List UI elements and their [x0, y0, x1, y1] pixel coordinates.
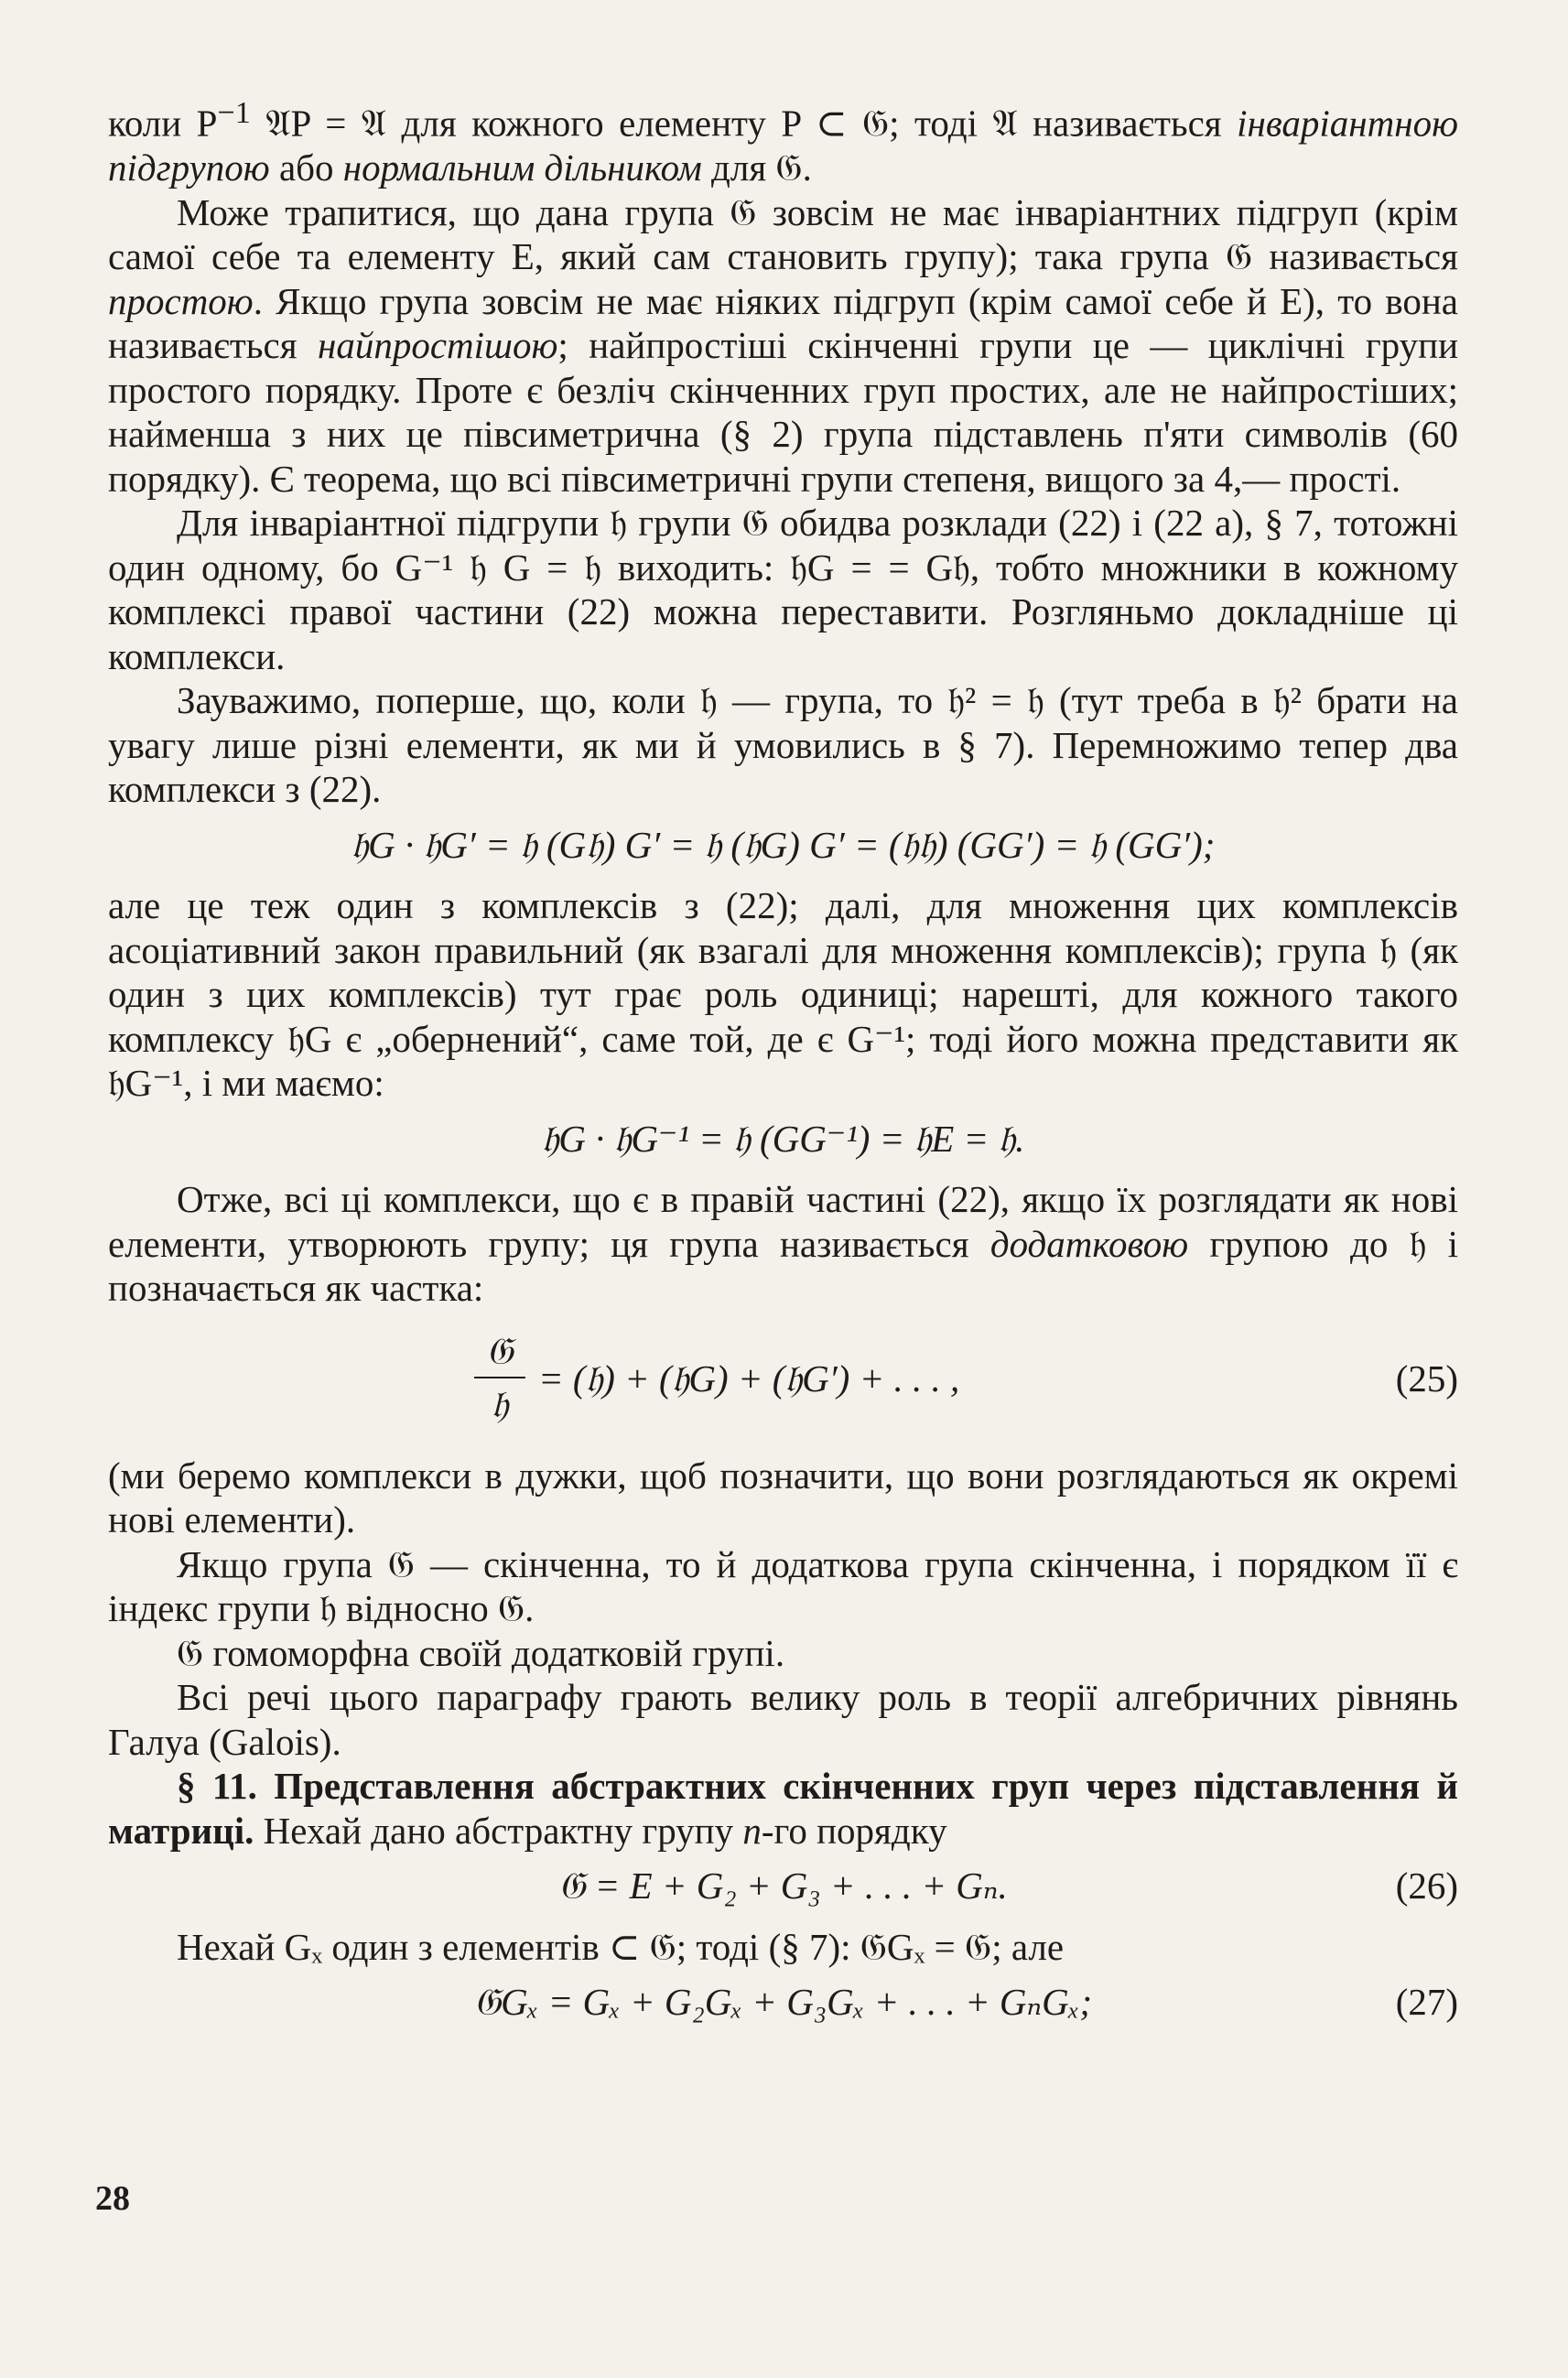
equation-25 — [108, 1320, 1458, 1448]
equation-25-label: (25) — [1395, 1357, 1458, 1400]
paragraph-galois: Всі речі цього параграфу грають велику роль в теорії алгебричних рівнянь Галуа (Galois). — [108, 1676, 1458, 1763]
fraction-numerator: 𝔊 — [486, 1329, 514, 1372]
equation-26-label: (26) — [1395, 1865, 1458, 1908]
equation-inverse: 𝔥G · 𝔥G⁻¹ = 𝔥 (GG⁻¹) = 𝔥E = 𝔥. — [541, 1117, 1025, 1160]
fraction — [474, 1329, 525, 1427]
fraction-bar — [474, 1377, 525, 1378]
paragraph-decompositions: Для інваріантної підгрупи 𝔥 групи 𝔊 обидва розклади (22) і (22 а), § 7, тотожні один одному, бо G⁻¹ 𝔥 G = 𝔥 виходить: 𝔥G = = G𝔥, тобто множники в кожному комплексі правої частини (22) можна переставити. Розгляньмо докладніше ці комплекси. — [108, 502, 1458, 677]
equation-27: 𝔊Gₓ = Gₓ + G₂Gₓ + G₃Gₓ + . . . + GₙGₓ; (27) — [473, 1981, 1458, 2024]
section-11-heading: § 11. Представлення абстрактних скінченних груп через підставлення й матриці. Нехай дано абстрактну групу n-го порядку — [108, 1765, 1458, 1852]
term-invariant-subgroup: інваріантною підгрупою — [108, 102, 1458, 189]
paragraph-finite: Якщо група 𝔊 — скінченна, то й додаткова група скінченна, і порядком її є індекс групи 𝔥 відносно 𝔊. — [108, 1542, 1458, 1630]
paragraph-homomorphic: 𝔊 гомоморфна своїй додатковій групі. — [177, 1631, 785, 1674]
section-title: § 11. Представлення абстрактних скінченних груп через підставлення й матриці. — [108, 1765, 1458, 1852]
equation-27-label: (27) — [1395, 1981, 1458, 2024]
term-simplest: найпростішою — [318, 324, 558, 367]
paragraph-associative: але це теж один з комплексів з (22); далі, для множення цих комплексів асоціативний закон правильний (як взагалі для множення комплексів); група 𝔥 (як один з цих комплексів) тут грає роль одиниці; нарешті, для кожного такого комплексу 𝔥G є „обернений“, саме той, де є G⁻¹; тоді його можна представити як 𝔥G⁻¹, і ми маємо: — [108, 884, 1458, 1105]
paragraph-brackets: (ми беремо комплекси в дужки, щоб позначити, що вони розглядаються як окремі нові елементи). — [108, 1454, 1458, 1541]
paragraph-simple-groups: Може трапитися, що дана група 𝔊 зовсім не має інваріантних підгруп (крім самої себе та елементу E, який сам становить групу); така група 𝔊 називається простою. Якщо група зовсім не має ніяких підгруп (крім самої себе й E), то вона називається найпростішою; найпростіші скінченні групи це — циклічні групи простого порядку. Проте є безліч скінченних груп простих, але не найпростіших; найменша з них це півсиметрична (§ 2) група підставлень п'яти символів (60 порядку). Є теорема, що всі півсиметричні групи степеня, вищого за 4,— прості. — [108, 190, 1459, 500]
equation-26: 𝔊 = E + G₂ + G₃ + . . . + Gₙ. (26) — [558, 1865, 1458, 1908]
paragraph-note: Зауважимо, поперше, що, коли 𝔥 — група, то 𝔥² = 𝔥 (тут треба в 𝔥² брати на увагу лише різні елементи, як ми й умовились в § 7). Перемножимо тепер два комплекси з (22). — [108, 679, 1458, 811]
term-normal-divisor: нормальним дільником — [342, 146, 702, 189]
fraction-denominator: 𝔥 — [491, 1383, 509, 1426]
paragraph-element: Нехай Gₓ один з елементів ⊂ 𝔊; тоді (§ 7): 𝔊Gₓ = 𝔊; але — [177, 1925, 1065, 1968]
term-quotient: додатковою — [989, 1222, 1189, 1265]
paragraph-definition: коли $P^{-1}$ 𝔄P = 𝔄 для кожного елементу P ⊂ 𝔊; тоді 𝔄 називається інваріантною підгрупою або нормальним дільником для 𝔊. — [108, 96, 1458, 189]
page-number: 28 — [95, 2179, 130, 2218]
equation-product: 𝔥G · 𝔥G′ = 𝔥 (G𝔥) G′ = 𝔥 (𝔥G) G′ = (𝔥𝔥) (GG′) = 𝔥 (GG′); — [351, 823, 1216, 866]
equation-25-rhs: = (𝔥) + (𝔥G) + (𝔥G′) + . . . , — [538, 1357, 960, 1400]
term-simple: простою — [108, 279, 254, 322]
paragraph-quotient: Отже, всі ці комплекси, що є в правій частині (22), якщо їх розглядати як нові елементи, утворюють групу; ця група називається додатковою групою до 𝔥 і позначається як частка: — [108, 1178, 1458, 1310]
page-body — [108, 92, 1458, 2041]
